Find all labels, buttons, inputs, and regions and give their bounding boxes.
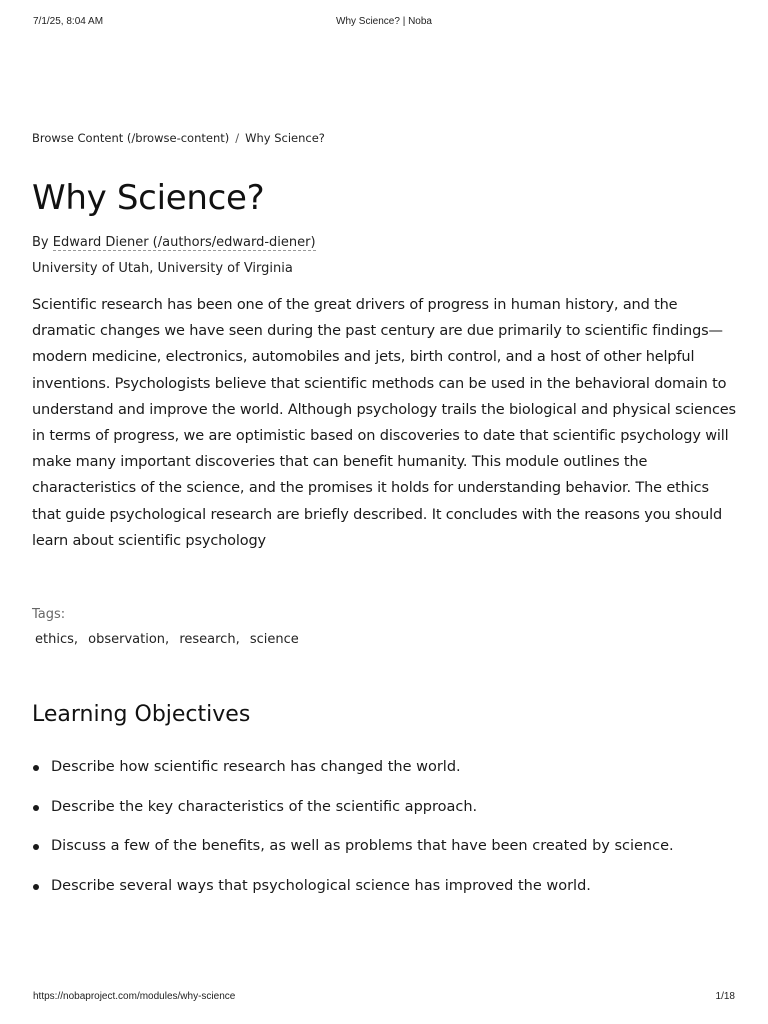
print-page-number: 1/18: [715, 991, 735, 1002]
bullet-icon: [33, 765, 39, 771]
author-affiliation: University of Utah, University of Virginia: [32, 261, 293, 276]
breadcrumb: [32, 131, 736, 145]
byline: [32, 234, 736, 252]
tag-link[interactable]: ethics: [35, 632, 74, 648]
author-link[interactable]: Edward Diener (/authors/edward-diener): [52, 235, 316, 250]
learning-objectives-list: [32, 757, 736, 896]
abstract-paragraph: Scientific research has been one of the great drivers of progress in human history, and the dramatic changes we have seen during the past century are due primarily to scientific findings—modern medicine, electronics, automobiles and jets, birth control, and a host of other helpful inventions. Psychologists believe that scientific methods can be used in the behavioral domain to understand and improve the world. Although psychology trails the biological and physical sciences in terms of progress, we are optimistic based on discoveries to date that scientific psychology will make many important discoveries that can benefit humanity. This module outlines the characteristics of the science, and the promises it holds for understanding behavior. The ethics that guide psychological research are briefly described. It concludes with the reasons you should learn about scientific psychology: [32, 297, 736, 549]
list-item: Discuss a few of the benefits, as well as problems that have been created by science.: [32, 836, 736, 856]
breadcrumb-current: Why Science?: [245, 131, 325, 145]
bullet-icon: [33, 884, 39, 890]
tag-link[interactable]: research: [179, 632, 236, 648]
print-url: https://nobaproject.com/modules/why-science: [33, 991, 236, 1002]
tag-link[interactable]: science: [249, 632, 299, 648]
breadcrumb-browse-content-link[interactable]: Browse Content (/browse-content): [32, 131, 230, 145]
print-page-title: Why Science? | Noba: [336, 16, 432, 27]
print-header: [33, 16, 735, 32]
learning-objectives-heading: Learning Objectives: [32, 702, 251, 728]
list-item: Describe several ways that psychological science has improved the world.: [32, 876, 736, 896]
list-item: Describe how scientific research has changed the world.: [32, 757, 736, 777]
print-date: 7/1/25, 8:04 AM: [33, 16, 104, 27]
list-item: Describe the key characteristics of the scientific approach.: [32, 797, 736, 817]
bullet-icon: [33, 805, 39, 811]
tags-list: ethics, observation, research, science: [35, 632, 299, 648]
page-title: Why Science?: [32, 178, 265, 218]
tags-label: Tags:: [32, 607, 66, 623]
tag-link[interactable]: observation: [88, 632, 166, 648]
byline-prefix: By: [32, 235, 49, 250]
breadcrumb-separator: /: [235, 131, 240, 145]
bullet-icon: [33, 844, 39, 850]
print-footer: [33, 991, 735, 1005]
main-content: [32, 131, 736, 915]
